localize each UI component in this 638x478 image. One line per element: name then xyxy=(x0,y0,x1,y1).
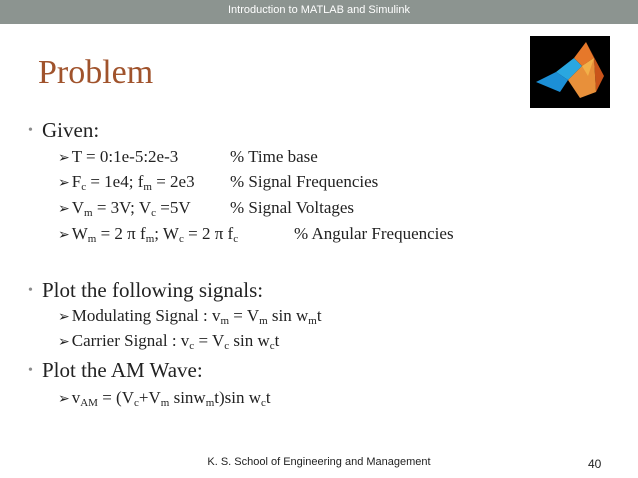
arrow-bullet-icon: ➢ xyxy=(58,309,70,325)
given-bullet xyxy=(28,118,99,143)
given-item-time: ➢ T = 0:1e-5:2e-3 xyxy=(58,147,179,166)
comment-angular: % Angular Frequencies xyxy=(294,224,454,243)
arrow-bullet-icon: ➢ xyxy=(58,391,70,407)
matlab-logo-icon xyxy=(530,36,610,108)
arrow-bullet-icon: ➢ xyxy=(58,227,70,243)
plot-heading: Plot the following signals: xyxy=(42,278,264,302)
am-item-equation: ➢ $v_{AM} = (V_c+V_m$ sinw$_m$t)sin $w_ct$ xyxy=(58,388,271,409)
arrow-bullet-icon: ➢ xyxy=(58,201,70,217)
am-bullet xyxy=(28,358,203,383)
plot-item-modulating: ➢ Modulating Signal : $v_m = V_m$ $\sin w_mt$ xyxy=(58,306,322,327)
page-number: 40 xyxy=(588,457,602,471)
arrow-bullet-icon: ➢ xyxy=(58,150,70,166)
bullet-dot-icon: • xyxy=(28,283,33,298)
comment-time: % Time base xyxy=(230,147,318,166)
comment-frequencies: % Signal Frequencies xyxy=(230,172,379,191)
plot-item-carrier: ➢ Carrier Signal : $v_c = V_c$ $\sin w_ct$ xyxy=(58,331,280,352)
given-item-angular: ➢ $W_m = 2$ π $f_m$; $W_c = 2$ π $f_c$ xyxy=(58,224,239,245)
arrow-bullet-icon: ➢ xyxy=(58,334,70,350)
footer-school: K. S. School of Engineering and Management xyxy=(207,456,431,468)
arrow-bullet-icon: ➢ xyxy=(58,175,70,191)
top-banner xyxy=(0,0,638,24)
comment-voltages: % Signal Voltages xyxy=(230,198,355,217)
given-item-frequencies: ➢ $F_c = 1e4$; $f_m = 2e3$ xyxy=(58,172,195,193)
slide-title: Problem xyxy=(38,54,154,91)
given-heading: Given: xyxy=(42,118,100,142)
am-heading: Plot the AM Wave: xyxy=(42,358,203,382)
plot-bullet xyxy=(28,278,263,303)
given-item-voltages: ➢ $V_m = 3V$; $V_c =5V$ xyxy=(58,198,191,219)
bullet-dot-icon: • xyxy=(28,123,33,138)
course-title: Introduction to MATLAB and Simulink xyxy=(228,4,410,16)
bullet-dot-icon: • xyxy=(28,363,33,378)
